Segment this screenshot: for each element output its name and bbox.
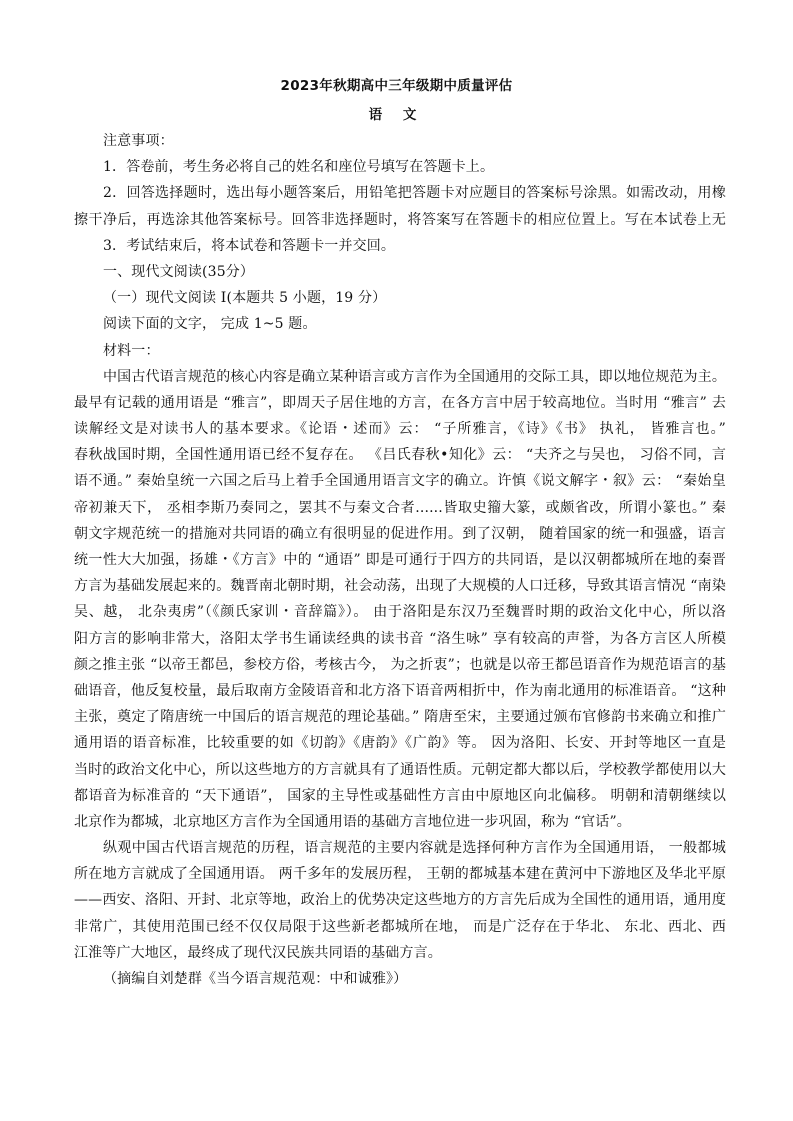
text-line: 当时的政治文化中心，所以这些地方的方言就具有了通语性质。元朝定都大都以后，学校教学都使用以大	[74, 761, 726, 778]
text-line: 通用语的语音标准，比较重要的如《切韵》《唐韵》《广韵》等。 因为洛阳、长安、开封等地区一直是	[74, 735, 726, 752]
text-line: ——西安、洛阳、开封、北京等地，政治上的优势决定这些地方的方言先后成为全国性的通用语，通用度	[74, 892, 726, 909]
text-line: 础语音，他反复校量，最后取南方金陵语音和北方洛下语音两相折中，作为南北通用的标准语音。 “这种	[74, 682, 726, 699]
text-line: 江淮等广大地区，最终成了现代汉民族共同语的基础方言。	[74, 944, 442, 961]
text-line: 朝文字规范统一的措施对共同语的确立有很明显的促进作用。到了汉朝， 随着国家的统一和强盛，语言	[74, 525, 726, 542]
text-line: 1．答卷前，考生务必将自己的姓名和座位号填写在答题卡上。	[103, 159, 495, 176]
text-line: 所在地方言就成了全国通用语。 两千多年的发展历程， 王朝的都城基本建在黄河中下游地区及华北平原	[74, 866, 726, 883]
text-line: 2．回答选择题时，选出每小题答案后，用铅笔把答题卡对应题目的答案标号涂黑。如需改动，用橡	[103, 185, 726, 202]
text-line: 非常广，其使用范围已经不仅仅局限于这些新老都城所在地， 而是广泛存在于华北、 东北、西北、西	[74, 918, 726, 935]
text-line: （摘编自刘楚群《当今语言规范观：中和诚雅》）	[103, 971, 408, 987]
text-line: 一、现代文阅读(35分）	[103, 263, 255, 280]
text-line: 中国古代语言规范的核心内容是确立某种语言或方言作为全国通用的交际工具，即以地位规范为主。	[103, 368, 726, 385]
exam-body	[74, 128, 726, 992]
text-line: 春秋战国时期，全国性通用语已经不复存在。 《吕氏春秋•知化》云： “夫齐之与吴也， 习俗不同，言	[74, 447, 726, 464]
text-line: 帝初兼天下， 丞相李斯乃奏同之，罢其不与秦文合者......皆取史籀大篆，或颇省改，所谓小篆也。” 秦	[74, 499, 726, 516]
text-line: 纵观中国古代语言规范的历程，语言规范的主要内容就是选择何种方言作为全国通用语， 一般都城	[103, 840, 726, 857]
exam-title: 2023年秋期高中三年级期中质量评估	[280, 78, 513, 94]
text-line: 阳方言的影响非常大，洛阳太学书生诵读经典的读书音 “洛生咏” 享有较高的声誉，为各方言区人所模	[74, 630, 726, 647]
text-line: 最早有记载的通用语是 “雅言”，即周天子居住地的方言，在各方言中居于较高地位。当时用 “雅言” 去	[74, 394, 726, 411]
text-line: 都语音为标准音的 “天下通语”， 国家的主导性或基础性方言由中原地区向北偏移。 明朝和清朝继续以	[74, 787, 726, 804]
text-line: 颜之推主张 “以帝王都邑，参校方俗，考核古今， 为之折衷”；也就是以帝王都邑语音作为规范语言的基	[74, 656, 726, 673]
text-line: 材料一：	[103, 342, 160, 359]
text-line: 吴、越， 北杂夷虏”（《颜氏家训・音辞篇》）。 由于洛阳是东汉乃至魏晋时期的政治文化中心，所以洛	[74, 604, 726, 621]
text-line: 主张，奠定了隋唐统一中国后的语言规范的理论基础。” 隋唐至宋，主要通过颁布官修韵书来确立和推广	[74, 709, 726, 726]
text-line: 北京作为都城，北京地区方言作为全国通用语的基础方言地位进一步巩固，称为 “官话”。	[74, 813, 631, 830]
text-line: 读解经文是对读书人的基本要求。《论语・述而》云： “子所雅言，《诗》《书》 执礼， 皆雅言也。”	[74, 421, 726, 438]
subject-heading: 语 文	[368, 107, 425, 123]
text-line: 语不通。” 秦始皇统一六国之后马上着手全国通用语言文字的确立。许慎《说文解字・叙》云： “秦始皇	[74, 473, 726, 490]
text-line: （一）现代文阅读 I(本题共 5 小题，19 分）	[103, 290, 387, 307]
text-line: 注意事项：	[103, 133, 174, 149]
text-line: 擦干净后，再选涂其他答案标号。回答非选择题时，将答案写在答题卡的相应位置上。写在本试卷上无	[74, 211, 726, 228]
text-line: 阅读下面的文字， 完成 1~5 题。	[103, 316, 317, 333]
text-line: 3．考试结束后，将本试卷和答题卡一并交回。	[103, 237, 396, 254]
text-line: 方言为基础发展起来的。魏晋南北朝时期，社会动荡，出现了大规模的人口迁移，导致其语言情况 “南染	[74, 578, 726, 595]
text-line: 统一性大大加强，扬雄・《方言》中的 “通语” 即是可通行于四方的共同语，是以汉朝都城所在地的秦晋	[74, 552, 726, 568]
